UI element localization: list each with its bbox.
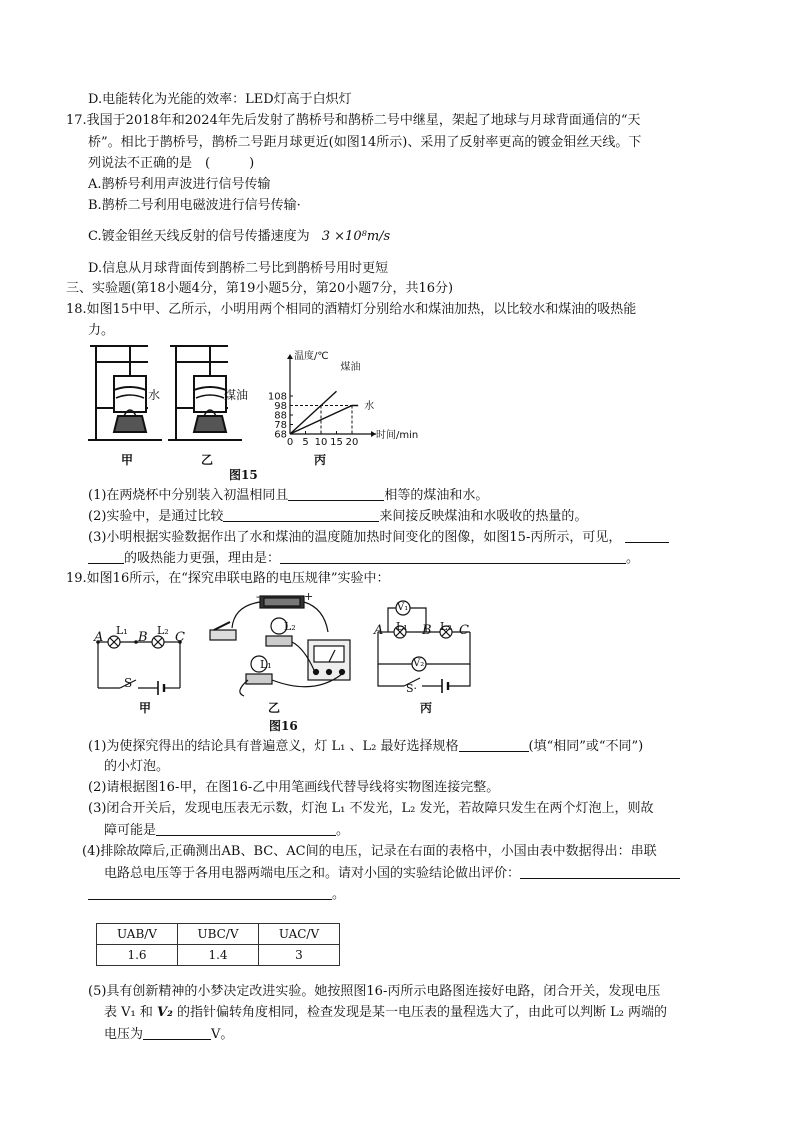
y-tick-label: 88 — [274, 410, 287, 422]
table-row — [97, 945, 340, 966]
x-tick-label: 0 — [286, 437, 294, 448]
fig16-jia-l2: L₂ — [157, 624, 169, 637]
fig15-caption-yi: 乙 — [201, 453, 214, 467]
q19-part4-text-c: 。 — [332, 887, 346, 902]
table-header-uac: UAC/V — [259, 924, 340, 945]
table-header-row — [97, 924, 340, 945]
fig16-bing-point-c: C — [459, 623, 469, 638]
q18-part3-blank-a[interactable] — [625, 528, 669, 543]
q18-part3-text-c: 。 — [626, 551, 640, 566]
fig16-voltmeter-v2: V₂ — [413, 658, 425, 669]
q17-stem-line3: 列说法不正确的是 ( ) — [88, 156, 255, 171]
table-cell-ubc: 1.4 — [178, 945, 259, 966]
q19-part4-blank-b[interactable] — [88, 885, 332, 900]
q19-part2: (2)请根据图16-甲，在图16-乙中用笔画线代替导线将实物图连接完整。 — [88, 780, 500, 795]
fig16-caption-yi: 乙 — [268, 701, 281, 715]
fig15-label-oil: 煤油 — [224, 388, 249, 402]
q19-part1-text-b: (填“相同”或“不同”) — [528, 739, 644, 754]
q19-part3-line2 — [104, 821, 349, 840]
table-cell-uab: 1.6 — [97, 945, 178, 966]
fig16-jia-l1: L₁ — [116, 624, 128, 637]
q18-part1-text-a: (1)在两烧杯中分别装入初温相同且 — [88, 488, 289, 503]
q18-stem-line1: 18.如图15中甲、乙所示，小明用两个相同的酒精灯分别给水和煤油加热，以比较水和煤油的吸热能 — [66, 302, 637, 317]
q18-part3-blank-b[interactable] — [88, 549, 124, 564]
fig16-battery-minus: - — [256, 590, 260, 603]
q19-part1-blank[interactable] — [459, 737, 529, 752]
q18-part3-text-a: (3)小明根据实验数据作出了水和煤油的温度随加热时间变化的图像，如图15-丙所示，可见， — [88, 530, 622, 545]
table-header-uab: UAB/V — [97, 924, 178, 945]
y-tick-label: 108 — [267, 391, 287, 403]
series-line-water — [290, 406, 358, 435]
y-tick-label: 78 — [274, 420, 287, 431]
q18-stem-line2: 力。 — [88, 323, 115, 338]
q17-option-c-speed: 3 ×10⁸m/s — [321, 229, 391, 244]
voltage-data-table — [96, 923, 340, 966]
q19-part4-line3 — [88, 885, 345, 904]
q19-part5-text-b1: 表 V₁ 和 — [104, 1005, 153, 1020]
fig15-label-water: 水 — [148, 388, 161, 402]
q19-part4-text-b: 电路总电压等于各用电器两端电压之和。请对小国的实验结论做出评价： — [104, 866, 521, 881]
q16-option-d: D.电能转化为光能的效率：LED灯高于白炽灯 — [88, 92, 352, 107]
fig16-bing-switch-s: S· — [406, 682, 418, 695]
fig15-caption-bing: 丙 — [314, 453, 327, 467]
fig15-caption: 图15 — [229, 468, 258, 482]
y-axis-label: 温度/℃ — [294, 351, 329, 362]
fig16-battery-plus: + — [304, 590, 314, 603]
q19-part5-text-c2: V。 — [211, 1027, 234, 1042]
fig16-caption-jia: 甲 — [139, 701, 152, 715]
q19-part1-line1 — [88, 737, 643, 756]
q17-option-b: B.鹊桥二号利用电磁波进行信号传输· — [88, 198, 301, 213]
q19-part3-line1: (3)闭合开关后，发现电压表无示数，灯泡 L₁ 不发光，L₂ 发光，若故障只发生在两个灯泡上，则故 — [88, 801, 654, 816]
q18-part2-text-b: 来间接反映煤油和水吸收的热量的。 — [379, 509, 588, 524]
q18-part2-blank[interactable] — [223, 507, 379, 522]
q18-part1-text-b: 相等的煤油和水。 — [384, 488, 489, 503]
q18-part2-text-a: (2)实验中，是通过比较 — [88, 509, 224, 524]
fig15-caption-jia: 甲 — [121, 453, 134, 467]
y-tick-label: 98 — [274, 401, 287, 412]
fig16-bing-point-b: B — [422, 623, 432, 638]
fig16-jia-point-c: C — [175, 630, 185, 645]
q19-part3-text-c: 。 — [336, 823, 350, 838]
q19-part5-blank[interactable] — [143, 1025, 211, 1040]
q17-option-c — [88, 228, 390, 246]
q18-part3-blank-c[interactable] — [280, 549, 626, 564]
fig16-jia-switch-s: S — [124, 676, 133, 690]
x-tick-label: 10 — [314, 437, 328, 448]
fig16-voltmeter-v1: V₁ — [397, 602, 409, 613]
fig16-jia-point-b: B — [138, 630, 148, 645]
q18-part2 — [88, 507, 587, 526]
q18-part3-text-b: 的吸热能力更强，理由是： — [124, 551, 281, 566]
series-label-water: 水 — [364, 401, 375, 412]
q18-part1-blank[interactable] — [288, 486, 384, 501]
q18-part1 — [88, 486, 488, 505]
q19-part4-line1: (4)排除故障后,正确测出AB、BC、AC间的电压，记录在右面的表格中，小国由表中数据得出：串联 — [82, 844, 657, 859]
fig16-bing-l1: L₁ — [396, 620, 408, 633]
q19-part4-blank-a[interactable] — [520, 864, 680, 879]
q17-option-d: D.信息从月球背面传到鹊桥二号比到鹊桥号用时更短 — [88, 261, 389, 276]
q19-part4-line2 — [104, 864, 680, 883]
q19-part5-line3 — [104, 1025, 233, 1044]
q18-part3-line1 — [88, 528, 669, 547]
q19-part5-text-c1: 电压为 — [104, 1027, 144, 1042]
q18-part3-line2 — [88, 549, 639, 568]
fig16-bing-point-a: A — [374, 623, 384, 638]
q19-part1-line2: 的小灯泡。 — [104, 759, 170, 774]
q19-part5-line1: (5)具有创新精神的小梦决定改进实验。她按照图16-丙所示电路图连接好电路，闭合开关，发现电压 — [88, 984, 661, 999]
fig16-yi-l2: L₂ — [284, 620, 296, 633]
y-axis-arrow — [287, 354, 293, 359]
fig16-bing-l2: L₂ — [440, 620, 452, 633]
q19-part3-text-b: 障可能是 — [104, 823, 157, 838]
table-header-ubc: UBC/V — [178, 924, 259, 945]
q17-option-c-text: C.镀金钼丝天线反射的信号传播速度为 — [88, 229, 310, 244]
q19-part3-blank[interactable] — [156, 821, 336, 836]
fig15-temperature-chart — [262, 348, 419, 448]
q19-part5-line2 — [104, 1004, 667, 1022]
x-axis-label: 时间/min — [376, 430, 419, 441]
q19-stem: 19.如图16所示，在“探究串联电路的电压规律”实验中： — [66, 571, 390, 586]
q17-stem-line2: 桥”。相比于鹊桥号，鹊桥二号距月球更近(如图14所示)、采用了反射率更高的镀金钼丝天线。下 — [88, 135, 642, 150]
fig16-caption-bing: 丙 — [420, 701, 433, 715]
x-tick-label: 20 — [345, 437, 359, 448]
fig16-wiring-yi — [204, 592, 360, 700]
y-tick-label: 68 — [274, 429, 287, 441]
q19-part5-text-b2: 的指针偏转角度相同，检查发现是某一电压表的量程选大了，由此可以判断 L₂ 两端的 — [176, 1005, 668, 1020]
fig16-caption: 图16 — [269, 719, 298, 733]
table-cell-uac: 3 — [259, 945, 340, 966]
section-3-heading: 三、实验题(第18小题4分，第19小题5分，第20小题7分，共16分) — [66, 281, 454, 296]
x-tick-label: 5 — [302, 437, 309, 448]
x-tick-label: 15 — [330, 437, 343, 448]
series-label-oil: 煤油 — [340, 362, 361, 373]
q17-stem-line1: 17.我国于2018年和2024年先后发射了鹊桥号和鹊桥二号中继星，架起了地球与月球背面通信的“天 — [66, 113, 641, 128]
fig16-yi-l1: L₁ — [260, 658, 272, 671]
q19-part5-v2: V₂ — [157, 1005, 173, 1020]
series-line-oil — [290, 391, 337, 434]
q19-part1-text-a: (1)为使探究得出的结论具有普遍意义，灯 L₁ 、L₂ 最好选择规格 — [88, 739, 459, 754]
fig16-jia-point-a: A — [94, 630, 104, 645]
q17-option-a: A.鹊桥号利用声波进行信号传输 — [88, 177, 271, 192]
fig16-circuit-bing — [370, 592, 482, 696]
